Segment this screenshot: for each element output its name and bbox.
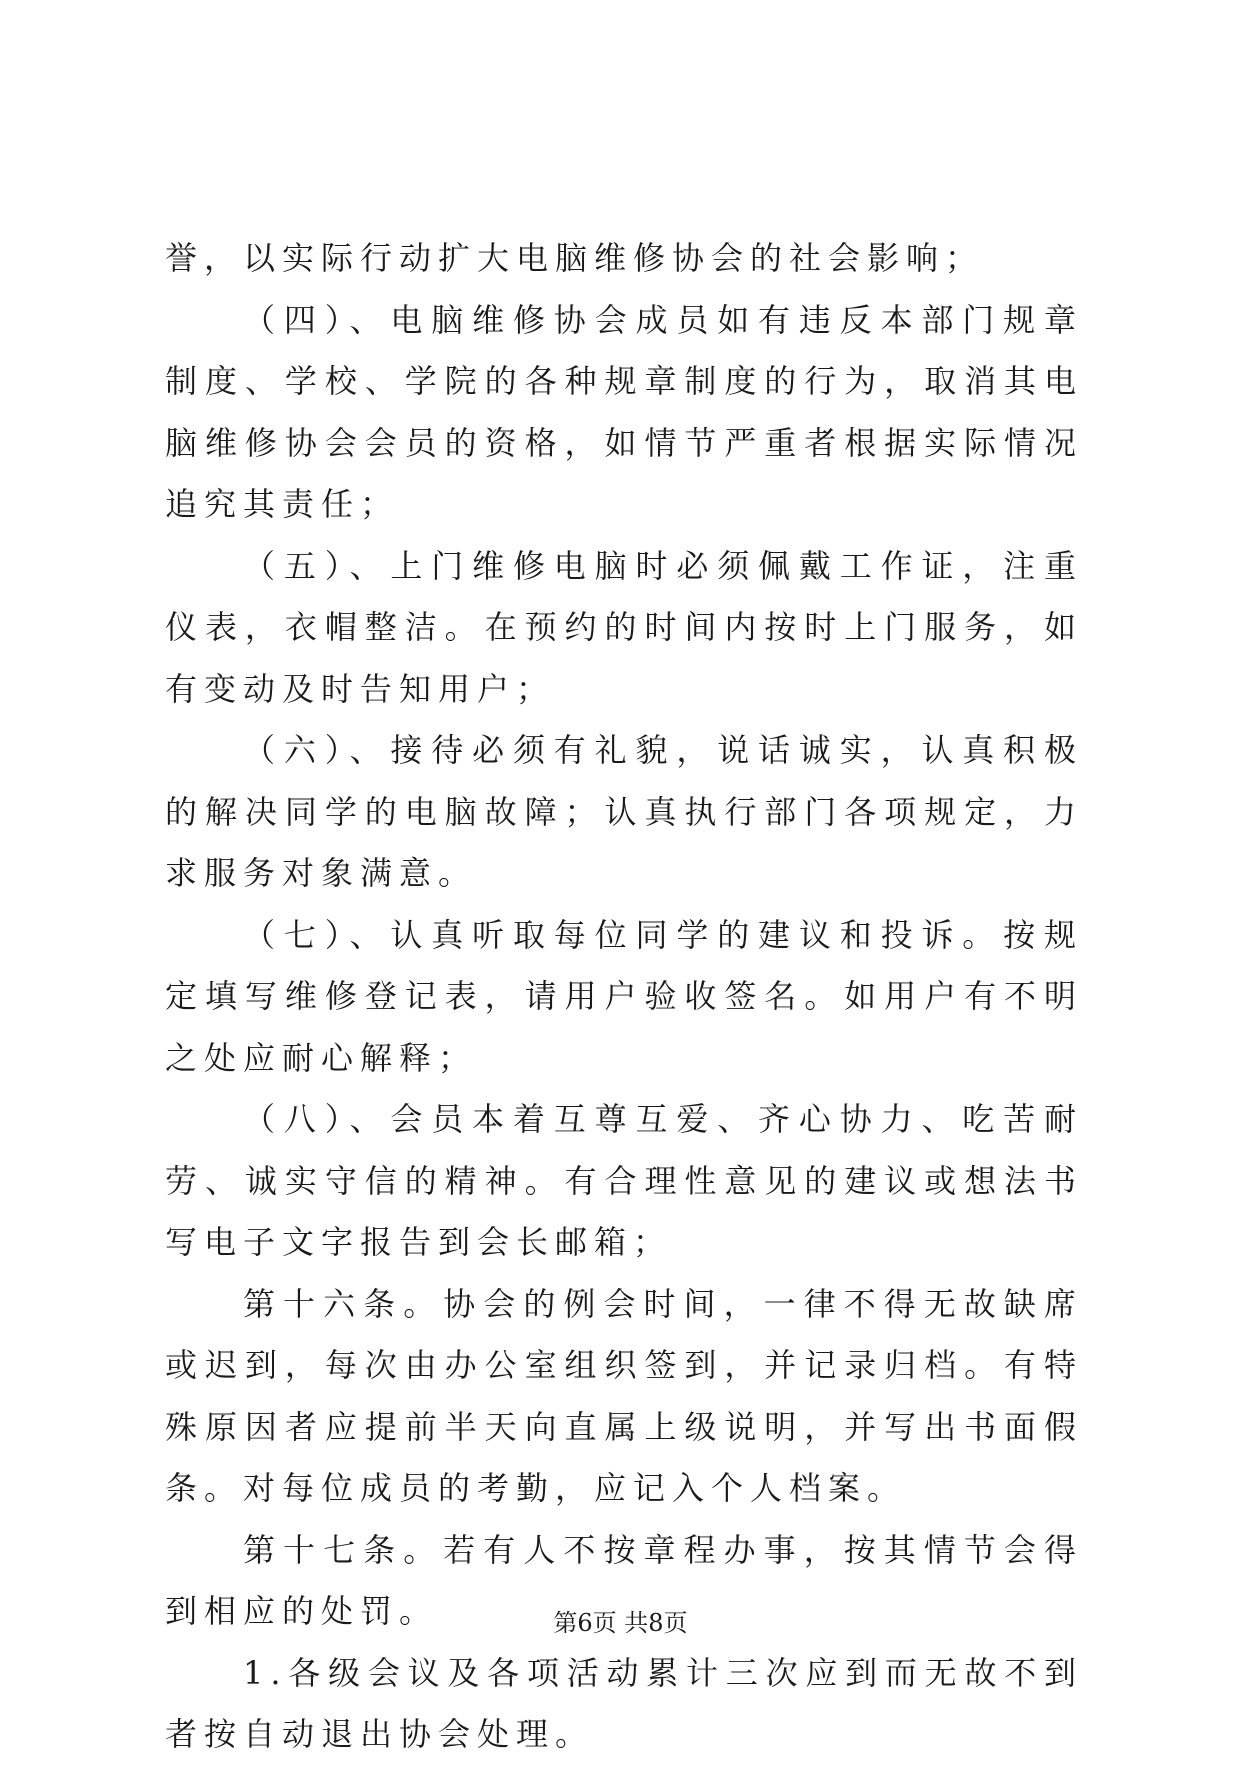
document-body	[165, 228, 1083, 1766]
paragraph-item-4: （四）、电脑维修协会成员如有违反本部门规章制度、学校、学院的各种规章制度的行为，取消其电脑维修协会会员的资格，如情节严重者根据实际情况追究其责任；	[165, 300, 1083, 523]
paragraph-article-16: 第十六条。协会的例会时间，一律不得无故缺席或迟到，每次由办公室组织签到，并记录归档。有特殊原因者应提前半天向直属上级说明，并写出书面假条。对每位成员的考勤，应记入个人档案。	[165, 1284, 1083, 1507]
page-number-label: 第6页 共8页	[553, 1609, 688, 1637]
paragraph-continuation: 誉，以实际行动扩大电脑维修协会的社会影响；	[165, 239, 985, 277]
paragraph-item-8: （八）、会员本着互尊互爱、齐心协力、吃苦耐劳、诚实守信的精神。有合理性意见的建议或想法书写电子文字报告到会长邮箱；	[165, 1100, 1083, 1261]
paragraph-article-17: 第十七条。若有人不按章程办事，按其情节会得到相应的处罚。	[165, 1530, 1083, 1630]
paragraph-item-7: （七）、认真听取每位同学的建议和投诉。按规定填写维修登记表，请用户验收签名。如用户有不明之处应耐心解释；	[165, 915, 1083, 1077]
paragraph-item-5: （五）、上门维修电脑时必须佩戴工作证，注重仪表，衣帽整洁。在预约的时间内按时上门服务，如有变动及时告知用户；	[165, 546, 1083, 708]
page-footer	[0, 1608, 1241, 1638]
paragraph-rule-1: 1.各级会议及各项活动累计三次应到而无故不到者按自动退出协会处理。	[165, 1653, 1083, 1753]
paragraph-item-6: （六）、接待必须有礼貌，说话诚实，认真积极的解决同学的电脑故障；认真执行部门各项规定，力求服务对象满意。	[165, 731, 1083, 892]
